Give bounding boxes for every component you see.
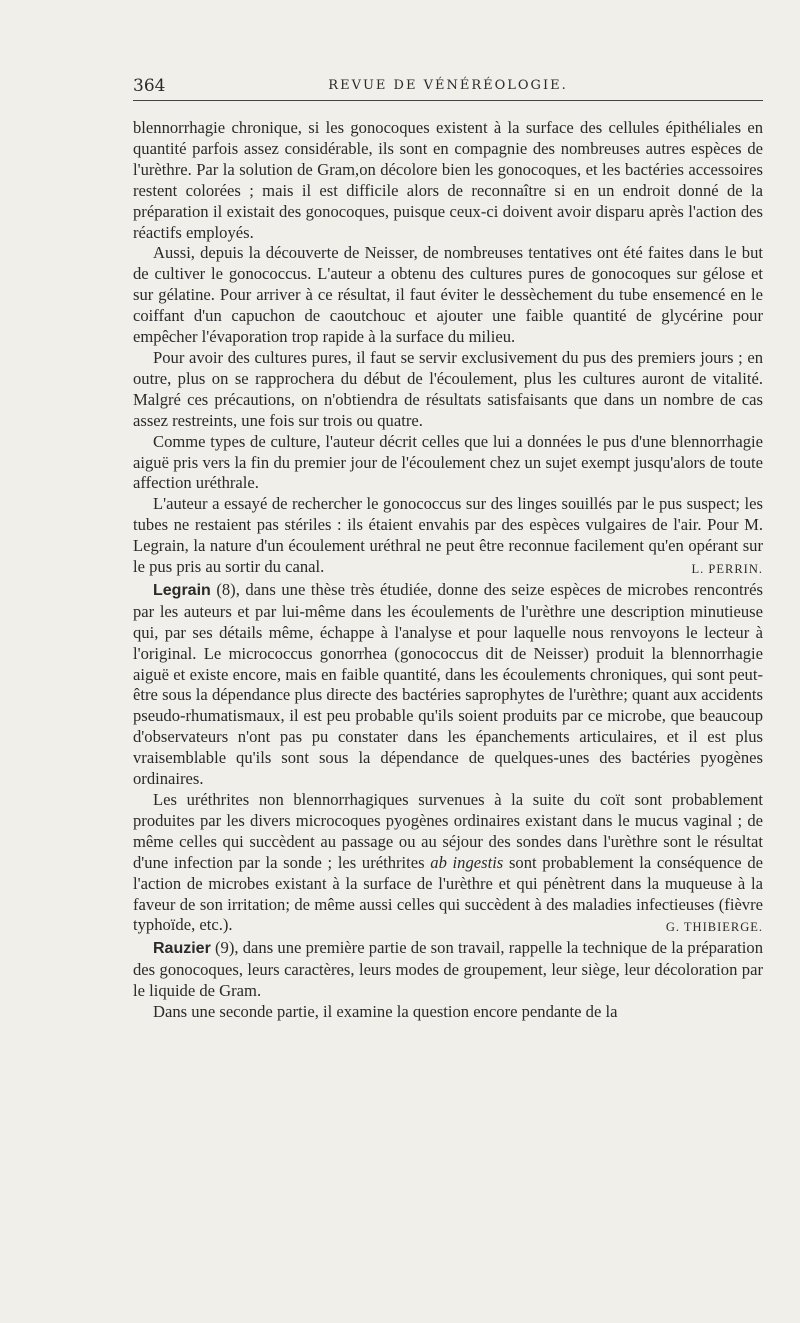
review-entry-rauzier bbox=[133, 938, 763, 1002]
paragraph: Dans une seconde partie, il examine la question encore pendante de la bbox=[153, 1002, 618, 1022]
article-body bbox=[133, 118, 763, 1023]
running-title: REVUE DE VÉNÉRÉOLOGIE. bbox=[328, 78, 568, 93]
paragraph: blennorrhagie chronique, si les gonocoques existent à la surface des cellules épithéliales en quantité parfois assez considérable, ils sont en compagnie des nombreuses autres espèces de l'urèthre. Par la solution de Gram,on décolore bien les gonocoques, et les bactéries accessoires restent colorées ; mais il est difficile alors de reconnaître si en un endroit donné de la préparation il existait des gonocoques, puisque ceux-ci doivent avoir disparu après l'action des réactifs employés. bbox=[133, 118, 763, 242]
author-name: Legrain bbox=[153, 581, 211, 599]
paragraph-text: sont probablement la conséquence de l'action de microbes existant à la surface de l'urèthre et qui pénètrent dans la muqueuse à la faveur de son irritation; de même aussi celles qui succèdent à des maladies infectieuses (fièvre typhoïde, etc.). bbox=[133, 852, 763, 935]
paragraph: Aussi, depuis la découverte de Neisser, de nombreuses tentatives ont été faites dans le but de cultiver le gonococcus. L'auteur a obtenu des cultures pures de gonocoques sur gélose et sur gélatine. Pour arriver à ce résultat, il faut éviter le dessèchement du tube ensemencé en le coiffant d'un capuchon de caoutchouc et ajouter une faible quantité de glycérine pour empêcher l'évaporation trop rapide à la surface du milieu. bbox=[133, 243, 763, 347]
entry-text: (8), dans une thèse très étudiée, donne des seize espèces de microbes rencontrés par les auteurs et par lui-même dans les écoulements de l'urèthre une description minutieuse qui, par ses détails même, échappe à l'analyse et pour laquelle nous renvoyons le lecteur à l'original. Le micrococcus gonorrhea (gonococcus dit de Neisser) produit la blennorrhagie aiguë et existe encore, mais en faible quantité, dans les écoulements chroniques, qui sont peut-être sous la dépendance plus directe des bactéries saprophytes de l'urèthre; quant aux accidents pseudo-rhumatismaux, il est peu probable qu'ils soient produits par ce microbe, que beaucoup d'observateurs n'ont pas pu constater dans les épanchements articulaires, et il est plus vraisemblable qu'ils sont sous la dépendance de quelques-unes des bactéries pyogènes ordinaires. bbox=[133, 579, 763, 789]
signature: G. THIBIERGE. bbox=[665, 920, 763, 935]
paragraph: Pour avoir des cultures pures, il faut se servir exclusivement du pus des premiers jours ; en outre, plus on se rapprochera du début de l'écoulement, plus les cultures auront de vitalité. Malgré ces précautions, on n'obtiendra de résultats satisfaisants que dans un nombre de cas assez restreints, une fois sur trois ou quatre. bbox=[133, 347, 763, 430]
italic-term: ab ingestis bbox=[430, 852, 504, 872]
review-entry-legrain bbox=[133, 580, 763, 790]
author-name: Rauzier bbox=[153, 940, 211, 958]
paragraph-text: Les uréthrites non blennorrhagiques survenues à la suite du coït sont probablement produites par les divers microcoques pyogènes ordinaires existant dans le mucus vaginal ; de même celles qui succèdent au passage ou au séjour des sondes dans l'urèthre sont le résultat d'une infection par la sonde ; les uréthrites bbox=[133, 790, 763, 872]
page-header bbox=[133, 76, 763, 101]
paragraph bbox=[133, 790, 763, 936]
page-number: 364 bbox=[133, 76, 166, 96]
paragraph: Comme types de culture, l'auteur décrit celles que lui a données le pus d'une blennorrhagie aiguë pris vers la fin du premier jour de l'écoulement chez un sujet exempt jusqu'alors de toute affection uréthrale. bbox=[133, 431, 763, 493]
signature: L. PERRIN. bbox=[691, 562, 763, 577]
paragraph bbox=[133, 494, 763, 578]
paragraph-text: L'auteur a essayé de rechercher le gonococcus sur des linges souillés par le pus suspect; les tubes ne restaient pas stériles : ils étaient envahis par des espèces vulgaires de l'air. Pour M. Legrain, la nature d'un écoulement uréthral ne peut être reconnue facilement qu'en opérant sur le pus pris au sortir du canal. bbox=[133, 494, 763, 577]
entry-text: (9), dans une première partie de son travail, rappelle la technique de la préparation des gonocoques, leurs caractères, leurs modes de groupement, leur siège, leur décoloration par le liquide de Gram. bbox=[133, 938, 763, 1001]
